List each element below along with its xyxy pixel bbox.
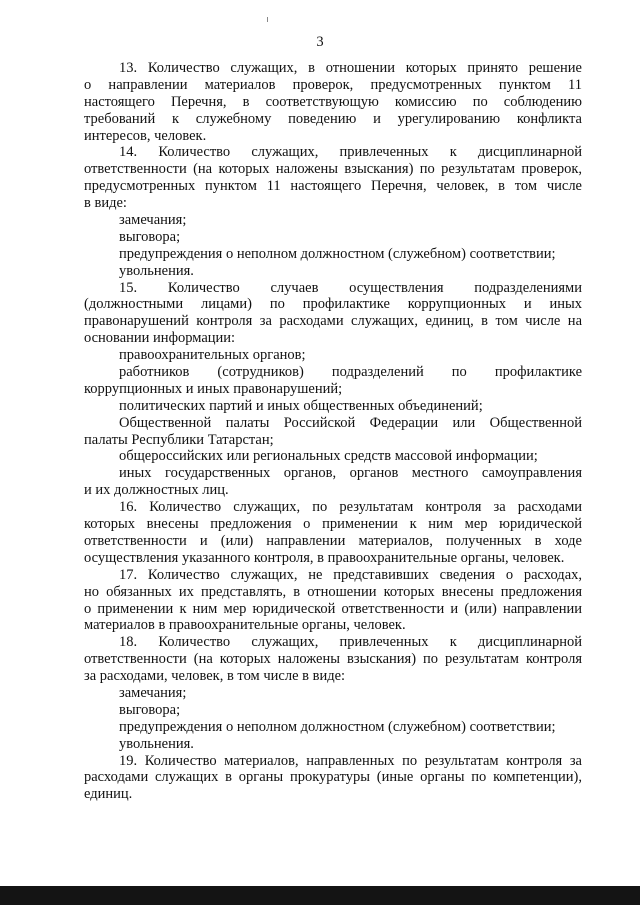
list-item: замечания; [119,212,187,229]
text-line: интересов, человек. [84,127,207,144]
text-line: материалов в правоохранительные органы, человек. [84,617,406,634]
text-line: за расходами, человек, в том числе в виде: [84,668,346,685]
text-line: 19. Количество материалов, направленных по результатам контроля за [119,752,582,769]
text-line: правонарушений контроля за расходами служащих, единиц, в том числе на [84,313,582,330]
text-line: о направлении материалов проверок, предусмотренных пунктом 11 [84,76,582,93]
text-line: 18. Количество служащих, привлеченных к дисциплинарной [119,634,582,651]
list-item: выговора; [119,701,181,718]
text-line: 14. Количество служащих, привлеченных к дисциплинарной [119,144,582,161]
list-item: иных государственных органов, органов местного самоуправления [119,465,582,482]
scan-speck [267,17,268,22]
list-item: политических партий и иных общественных объединений; [119,397,483,414]
list-item: увольнения. [119,735,194,752]
text-line: ответственности и (или) направлении материалов, полученных в ходе [84,532,582,549]
text-line: ответственности (на которых наложены взыскания) по результатам контроля [84,651,582,668]
text-line: 13. Количество служащих, в отношении которых принято решение [119,60,582,76]
list-item: общероссийских или региональных средств массовой информации; [119,448,538,465]
text-line: (должностными лицами) по профилактике коррупционных и иных [84,296,582,313]
list-item: правоохранительных органов; [119,347,306,364]
list-item: увольнения. [119,262,194,279]
text-line: единиц. [84,786,133,803]
document-body [84,60,582,803]
text-line: и их должностных лиц. [84,482,229,499]
text-line: палаты Республики Татарстан; [84,431,274,448]
list-item: предупреждения о неполном должностном (служебном) соответствии; [119,718,556,735]
text-line: предусмотренных пунктом 11 настоящего Перечня, человек, в том числе [84,178,582,195]
scan-bottom-edge [0,886,640,905]
list-item: Общественной палаты Российской Федерации или Общественной [119,414,582,431]
list-item: замечания; [119,684,187,701]
text-line: 16. Количество служащих, по результатам контроля за расходами [119,499,582,516]
list-item: выговора; [119,228,181,245]
text-line: 17. Количество служащих, не представивших сведения о расходах, [119,566,582,583]
text-line: основании информации: [84,330,236,347]
text-line: требований к служебному поведению и урегулированию конфликта [84,110,582,127]
page-number: 3 [316,34,324,50]
list-item: предупреждения о неполном должностном (служебном) соответствии; [119,245,556,262]
text-line: ответственности (на которых наложены взыскания) по результатам проверок, [84,161,582,178]
text-line: но обязанных их представлять, в отношении которых внесены предложения [84,583,582,600]
text-line: 15. Количество случаев осуществления подразделениями [119,279,582,296]
text-line: в виде: [84,195,127,212]
text-line: коррупционных и иных правонарушений; [84,380,343,397]
list-item: работников (сотрудников) подразделений по профилактике [119,364,582,381]
text-line: о применении к ним мер юридической ответственности и (или) направлении [84,600,582,617]
text-line: осуществления указанного контроля, в правоохранительные органы, человек. [84,549,565,566]
text-line: настоящего Перечня, в соответствующую комиссию по соблюдению [84,93,582,110]
text-line: которых внесены предложения о применении к ним мер юридической [84,516,582,533]
text-line: расходами служащих в органы прокуратуры (иные органы по компетенции), [84,769,582,786]
